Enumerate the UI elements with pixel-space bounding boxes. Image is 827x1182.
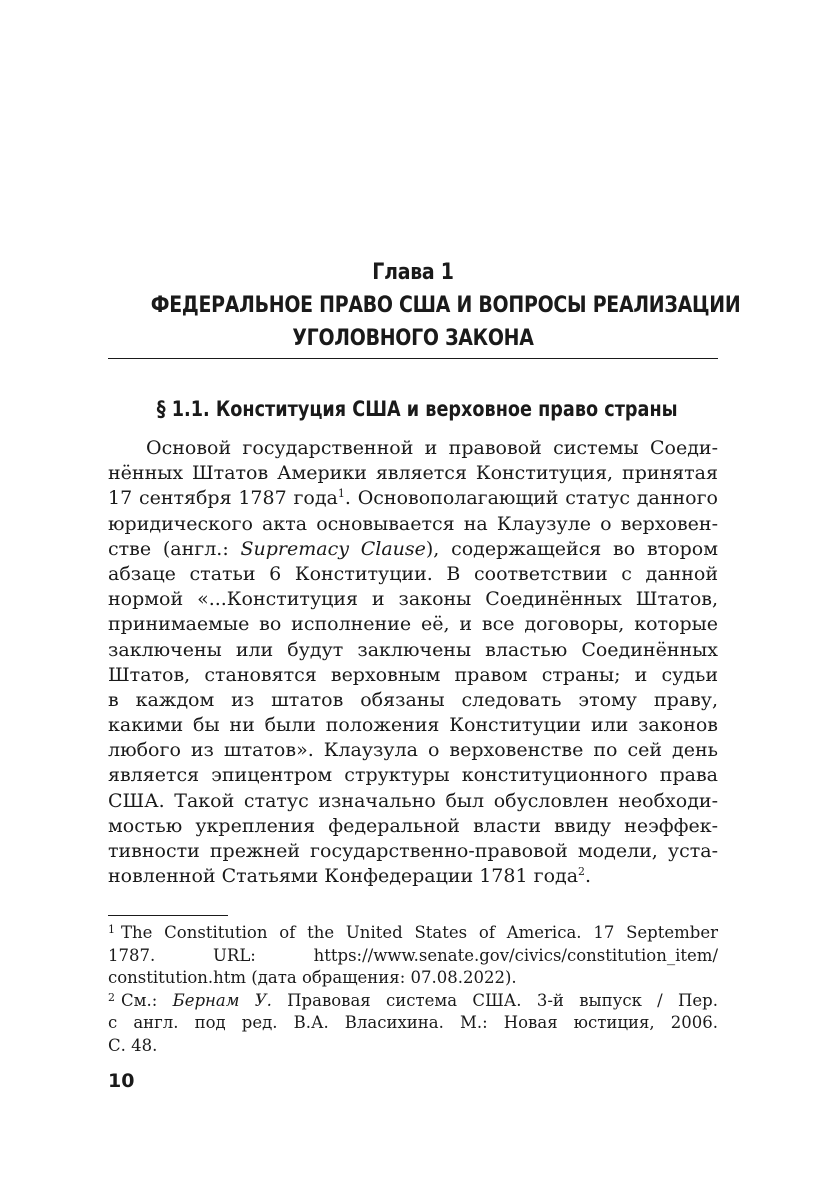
footnote-ref-1[interactable]: 1: [337, 487, 345, 501]
section-title: § 1.1. Конституция США и верховное право страны: [156, 397, 678, 421]
body-line: тивности прежней государственно-правовой модели, уста-: [108, 840, 718, 862]
body-text-segment: стве (англ.:: [108, 537, 241, 560]
chapter-divider: [108, 358, 718, 359]
body-line: Штатов, становятся верховным правом страны; и судьи: [108, 663, 718, 686]
footnote-2-number: 2: [108, 990, 115, 1004]
body-line: нормой «...Конституция и законы Соединённых Штатов,: [108, 588, 718, 611]
body-paragraph: [108, 436, 718, 889]
body-line: нённых Штатов Америки является Конституция, принятая: [108, 462, 718, 485]
footnote-text: Правовая система США. 3-й выпуск / Пер.: [271, 990, 718, 1010]
footnote-text: The Constitution of the United States of America. 17 September: [121, 923, 718, 942]
footnote-2-line: С. 48.: [108, 1035, 158, 1055]
footnote-2-line: с англ. под ред. В.А. Власихина. М.: Новая юстиция, 2006.: [108, 1013, 718, 1032]
body-text-segment: .: [585, 865, 592, 888]
body-line: абзаце статьи 6 Конституции. В соответствии с данной: [108, 562, 718, 585]
chapter-header: [150, 256, 741, 355]
body-line: [108, 864, 718, 889]
chapter-label: Глава 1: [372, 260, 454, 285]
footnote-author: Бернам У.: [172, 990, 272, 1010]
body-line: [108, 537, 718, 562]
body-line: какими бы ни были положения Конституции или законов: [108, 714, 718, 737]
body-line: США. Такой статус изначально был обусловлен необходи-: [108, 789, 718, 812]
body-line: мостью укрепления федеральной власти ввиду неэффек-: [108, 814, 718, 837]
body-line: заключены или будут заключены властью Соединённых: [108, 638, 718, 661]
footnote-1-line: [108, 945, 718, 968]
chapter-title-line-2: УГОЛОВНОГО ЗАКОНА: [292, 326, 534, 351]
english-term: Supremacy Clause: [240, 537, 426, 560]
body-line: Основой государственной и правовой системы Соеди-: [146, 437, 718, 459]
body-text-segment: ), содержащейся во втором: [425, 537, 718, 560]
body-line: в каждом из штатов обязаны следовать этому праву,: [108, 688, 718, 711]
body-text-segment: 17 сентября 1787 года: [108, 487, 338, 510]
footnote-ref-2[interactable]: 2: [578, 865, 586, 879]
footnote-1-number: 1: [108, 923, 115, 936]
footnote-text: См.:: [121, 990, 173, 1010]
body-line: любого из штатов». Клаузула о верховенстве по сей день: [108, 739, 718, 762]
footnote-1-line: [108, 922, 718, 945]
body-text-segment: . Основополагающий статус данного: [344, 487, 718, 510]
body-line: юридического акта основывается на Клаузуле о верховен-: [108, 512, 718, 535]
body-line: [108, 486, 718, 511]
chapter-title-line-1: ФЕДЕРАЛЬНОЕ ПРАВО США И ВОПРОСЫ РЕАЛИЗАЦИИ: [150, 293, 741, 318]
footnote-url[interactable]: 1787. URL: https://www.senate.gov/civics/constitution_item/: [108, 945, 718, 965]
body-line: принимаемые во исполнение её, и все договоры, которые: [108, 613, 718, 636]
footnotes: [108, 922, 718, 1057]
page-number: 10: [108, 1070, 135, 1092]
body-line: является эпицентром структуры конституционного права: [108, 764, 718, 787]
footnote-divider: [108, 915, 228, 916]
footnote-1-line: constitution.htm (дата обращения: 07.08.2022).: [108, 968, 517, 987]
footnote-2-line: [108, 990, 718, 1013]
body-text-segment: новленной Статьями Конфедерации 1781 года: [108, 865, 579, 888]
